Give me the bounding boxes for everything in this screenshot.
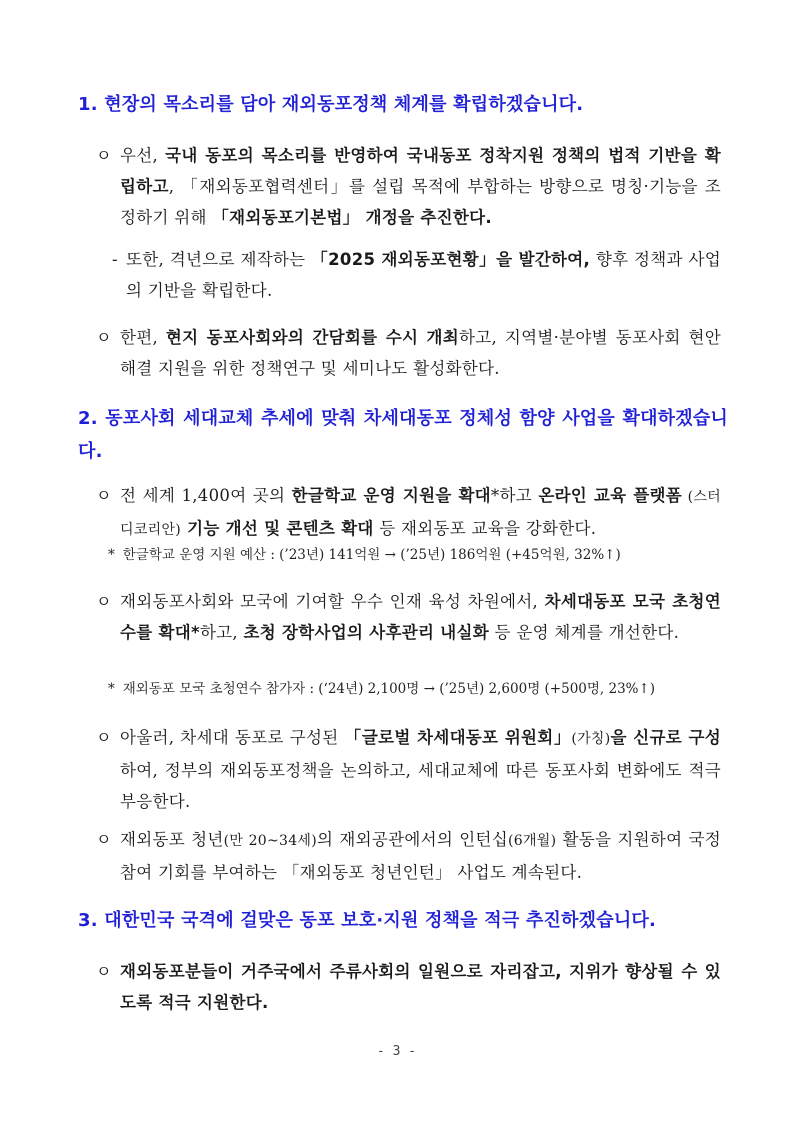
list-item xyxy=(96,824,721,888)
text-run: *하고 xyxy=(490,486,539,505)
paragraph xyxy=(120,586,721,648)
text-run: , 「재외동포협력센터」를 설립 목적에 부합하는 방향으로 명칭·기능을 조정하기 위해 xyxy=(120,177,721,227)
text-run: 재외동포사회와 모국에 기여할 우수 인재 육성 차원에서, xyxy=(120,592,545,611)
section-2-number: 2. xyxy=(78,408,98,429)
bullet-icon: ㅇ xyxy=(96,592,112,611)
list-item xyxy=(96,956,721,1018)
paragraph xyxy=(120,722,721,817)
text-run: 또한, 격년으로 제작하는 xyxy=(126,250,312,269)
list-item xyxy=(96,322,721,384)
text-run: 하고, 지역별·분야별 동포사회 현안 해결 지원을 위한 정책연구 및 세미나도 활성화한다. xyxy=(120,328,721,378)
asterisk-icon: * xyxy=(108,547,115,563)
list-item xyxy=(96,722,721,817)
bold-text: 「재외동포기본법」 개정을 추진한다. xyxy=(212,208,492,227)
asterisk-icon: * xyxy=(108,681,115,697)
footnote xyxy=(108,678,728,700)
bullet-icon: ㅇ xyxy=(96,728,112,747)
paragraph xyxy=(120,322,721,384)
text-run: 우선, xyxy=(120,146,166,165)
bullet-icon: ㅇ xyxy=(96,830,112,849)
text-run: 향후 정책과 사업의 기반을 확립한다. xyxy=(126,250,721,300)
small-text: (6개월) xyxy=(507,833,557,849)
text-run: 아울러, 차세대 동포로 구성된 xyxy=(120,728,345,747)
footnote-text: 재외동포 모국 초청연수 참가자 : (‘24년) 2,100명 → (’25년) 2,600명 (+500명, 23%↑) xyxy=(122,681,656,697)
bullet-icon: ㅇ xyxy=(96,962,112,981)
paragraph xyxy=(120,140,721,233)
bold-text: 재외동포분들이 거주국에서 주류사회의 일원으로 자리잡고, 지위가 향상될 수 있도록 적극 지원한다. xyxy=(120,962,721,1012)
bold-text: 현지 동포사회와의 간담회를 수시 개최 xyxy=(165,328,460,347)
small-text: (스터디코리안) xyxy=(120,489,721,538)
paragraph xyxy=(126,244,721,306)
bold-text: 차세대동포 모국 초청연수를 확대* xyxy=(120,592,721,642)
section-3-heading xyxy=(78,904,728,937)
bullet-icon: ㅇ xyxy=(96,328,112,347)
page-number: - 3 - xyxy=(376,1044,417,1059)
text-run: 의 재외공관에서의 인턴십 xyxy=(317,830,508,849)
small-text: (가칭) xyxy=(571,731,611,747)
text-run: 재외동포 청년 xyxy=(120,830,224,849)
text-run: 하고, xyxy=(199,623,244,642)
text-run: 전 세계 1,400여 곳의 xyxy=(120,486,292,505)
section-2-heading xyxy=(78,402,728,468)
text-run: 하여, 정부의 재외동포정책을 논의하고, 세대교체에 따른 동포사회 변화에도 적극 부응한다. xyxy=(120,761,721,811)
bullet-icon: ㅇ xyxy=(96,486,112,505)
paragraph xyxy=(120,956,721,1018)
bold-text: 국내 동포의 목소리를 반영하여 국내동포 정착지원 정책의 법적 기반을 확립하고 xyxy=(120,146,721,196)
bold-text: 을 신규로 구성 xyxy=(610,728,721,747)
dash-icon: - xyxy=(112,250,118,269)
bullet-icon: ㅇ xyxy=(96,146,112,165)
section-1-number: 1. xyxy=(78,94,98,115)
text-run: 한편, xyxy=(120,328,166,347)
sub-list-item xyxy=(112,244,721,306)
bold-text: 기능 개선 및 콘텐츠 확대 xyxy=(181,519,374,538)
section-3-title: 대한민국 국격에 걸맞은 동포 보호·지원 정책을 적극 추진하겠습니다. xyxy=(104,910,657,931)
bold-text: 「글로벌 차세대동포 위원회」 xyxy=(344,728,572,747)
footnote-text: 한글학교 운영 지원 예산 : (’23년) 141억원 → (’25년) 186억원 (+45억원, 32%↑) xyxy=(122,547,621,563)
paragraph xyxy=(120,824,721,888)
text-run: 등 재외동포 교육을 강화한다. xyxy=(373,519,597,538)
bold-text: 한글학교 운영 지원을 확대 xyxy=(291,486,491,505)
list-item xyxy=(96,480,721,546)
small-text: (만 20~34세) xyxy=(223,833,318,849)
bold-text: 온라인 교육 플랫폼 xyxy=(538,486,682,505)
list-item xyxy=(96,586,721,648)
bold-text: 초청 장학사업의 사후관리 내실화 xyxy=(243,623,489,642)
bold-text: 「2025 재외동포현황」을 발간하여, xyxy=(311,250,591,269)
section-3-number: 3. xyxy=(78,910,98,931)
text-run: 활동을 지원하여 국정참여 기회를 부여하는 「재외동포 청년인턴」 사업도 계속된다. xyxy=(120,830,722,882)
footnote xyxy=(108,544,728,566)
text-run: 등 운영 체계를 개선한다. xyxy=(489,623,680,642)
section-1-heading xyxy=(78,88,728,121)
section-2-title: 동포사회 세대교체 추세에 맞춰 차세대동포 정체성 함양 사업을 확대하겠습니다. xyxy=(78,408,729,462)
list-item xyxy=(96,140,721,233)
section-1-title: 현장의 목소리를 담아 재외동포정책 체계를 확립하겠습니다. xyxy=(104,94,584,115)
paragraph xyxy=(120,480,721,546)
